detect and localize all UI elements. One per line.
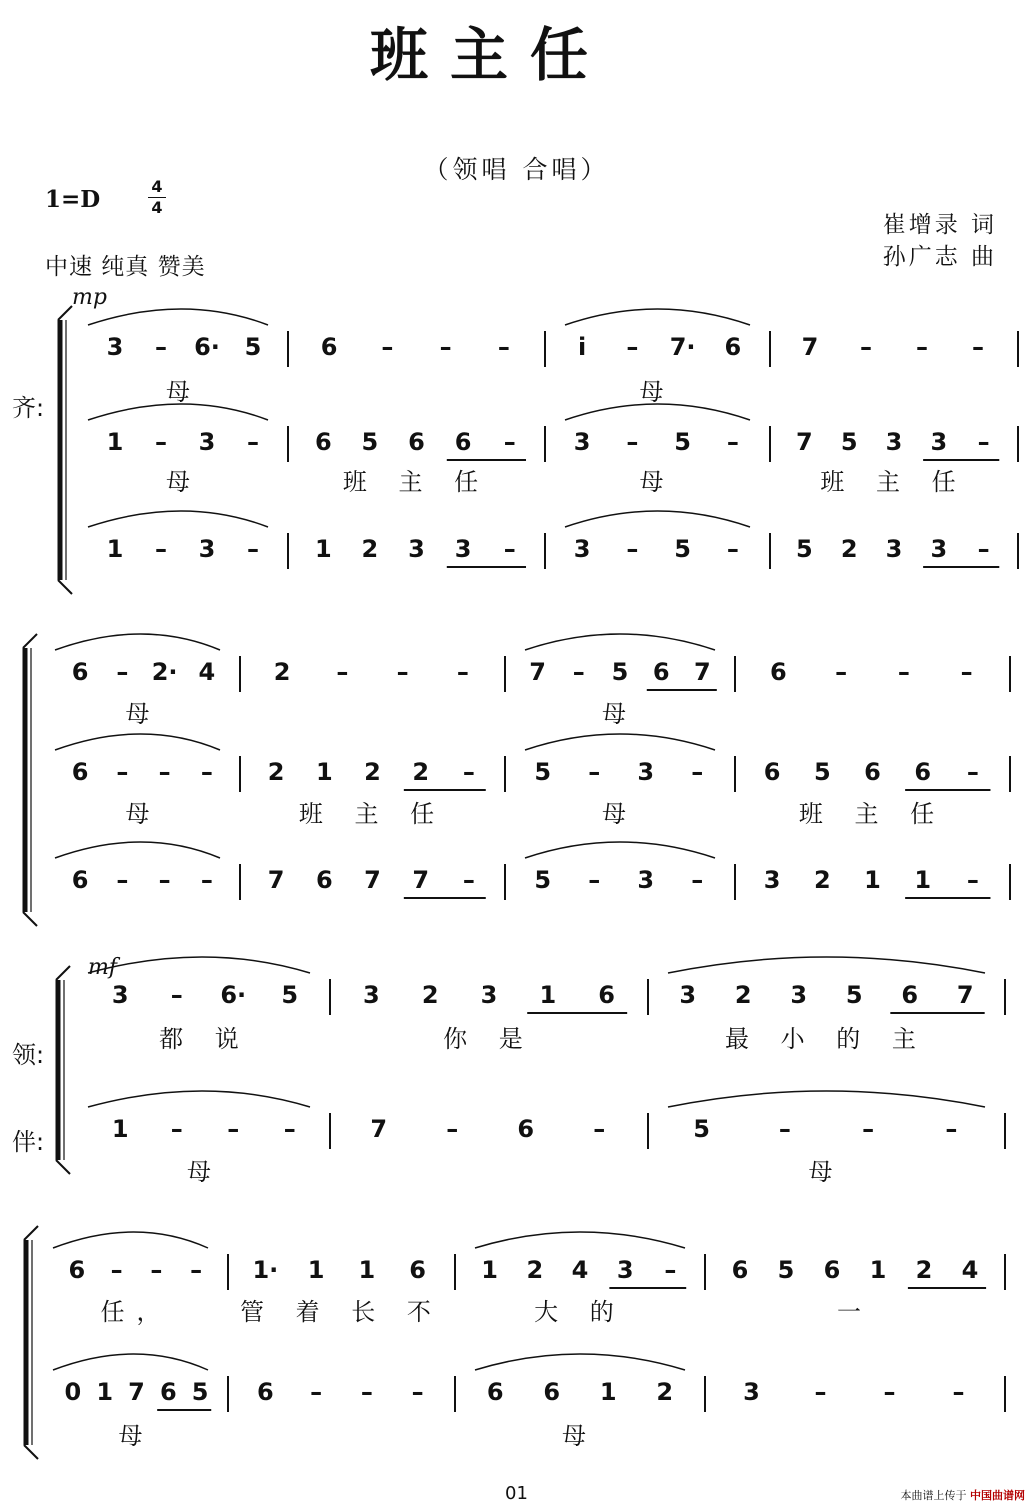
meter-top: 4 [151, 177, 163, 196]
note: 6 [71, 866, 89, 894]
dash-extension: – [691, 758, 704, 786]
note: 5 [777, 1256, 795, 1284]
note: 1 [599, 1378, 617, 1406]
note: 3 [679, 981, 697, 1009]
note: 1 [864, 866, 881, 894]
dash-extension: – [200, 758, 213, 786]
note: 7 [529, 658, 546, 686]
dash-extension: – [664, 1256, 677, 1284]
note: 1 [481, 1256, 498, 1284]
note: 3 [616, 1256, 634, 1284]
note: 2 [273, 658, 291, 686]
note: 6 [914, 758, 932, 786]
part-label-unison: 齐: [12, 394, 45, 422]
bracket-hook-bottom [58, 580, 72, 594]
dash-extension: – [588, 758, 601, 786]
dash-extension: – [462, 758, 475, 786]
note: 3 [480, 981, 498, 1009]
note: 7 [412, 866, 430, 894]
note: 7 [128, 1378, 145, 1406]
slur [565, 309, 750, 325]
dash-extension: – [155, 535, 167, 563]
note: 5 [191, 1378, 209, 1406]
note: 2 [361, 535, 379, 563]
note: 3 [106, 333, 124, 361]
note: 6 [770, 658, 787, 686]
lyric-syllables: 母 [602, 700, 638, 728]
note: 0 [64, 1378, 82, 1406]
note: 6 [320, 333, 338, 361]
slur [668, 1091, 985, 1107]
slur [53, 1232, 208, 1248]
note: 1· [252, 1256, 279, 1284]
note: 6 [652, 658, 670, 686]
note: 2 [412, 758, 430, 786]
note: 6 [901, 981, 919, 1009]
slur [55, 734, 220, 750]
slur [55, 634, 220, 650]
lyric-syllables: 母 [602, 800, 638, 828]
slur [525, 634, 715, 650]
note: 2 [526, 1256, 544, 1284]
dash-extension: – [952, 1378, 965, 1406]
dash-extension: – [860, 333, 872, 361]
dash-extension: – [170, 981, 183, 1009]
note: 3 [637, 866, 655, 894]
dash-extension: – [155, 333, 167, 361]
note: 3 [885, 535, 903, 563]
dash-extension: – [572, 658, 585, 686]
note: i [578, 333, 587, 361]
bracket-hook-top [56, 966, 70, 980]
dash-extension: – [381, 333, 394, 361]
dash-extension: – [283, 1115, 296, 1143]
dash-extension: – [883, 1378, 896, 1406]
note: 1 [539, 981, 557, 1009]
note: 2 [840, 535, 858, 563]
note: 5 [534, 866, 552, 894]
bracket-hook-bottom [56, 1160, 70, 1174]
dash-extension: – [503, 535, 516, 563]
dash-extension: – [247, 535, 259, 563]
note: 7 [796, 428, 813, 456]
slur [565, 404, 750, 420]
note: 4 [571, 1256, 589, 1284]
slur [475, 1354, 685, 1370]
note: 6· [194, 333, 220, 361]
note: 6 [724, 333, 742, 361]
dash-extension: – [835, 658, 848, 686]
dash-extension: – [726, 535, 739, 563]
dash-extension: – [360, 1378, 373, 1406]
note: 3 [763, 866, 781, 894]
note: 3 [790, 981, 808, 1009]
note: 7· [669, 333, 696, 361]
note: 3 [111, 981, 129, 1009]
slur [88, 957, 310, 973]
note: 1 [869, 1256, 887, 1284]
dash-extension: – [503, 428, 516, 456]
note: 4 [198, 658, 216, 686]
note: 5 [244, 333, 262, 361]
footer-site-name: 中国曲谱网 [970, 1489, 1025, 1502]
dash-extension: – [960, 658, 973, 686]
lyric-syllables: 班 主 任 [798, 800, 947, 828]
note: 2 [421, 981, 439, 1009]
note: 6 [315, 866, 333, 894]
note: 6 [71, 658, 89, 686]
note: 4 [961, 1256, 979, 1284]
note: 6 [731, 1256, 749, 1284]
dash-extension: – [456, 658, 469, 686]
dash-extension: – [778, 1115, 791, 1143]
lyric-syllables: 班 主 任 [298, 800, 447, 828]
note: 7 [267, 866, 285, 894]
dash-extension: – [588, 866, 601, 894]
note: 7 [364, 866, 381, 894]
note: 7 [370, 1115, 388, 1143]
lyric-syllables: 母 [808, 1158, 845, 1186]
slur [525, 734, 715, 750]
lyric-syllables: 母 [166, 468, 202, 496]
dash-extension: – [691, 866, 704, 894]
note: 6 [486, 1378, 504, 1406]
lyric-syllables: 大 的 [534, 1298, 626, 1326]
dash-extension: – [411, 1378, 424, 1406]
lyric-syllables: 母 [562, 1422, 598, 1450]
dash-extension: – [170, 1115, 183, 1143]
note: 3 [637, 758, 655, 786]
lyric-syllables: 最 小 的 主 [725, 1025, 928, 1053]
lyric-syllables: 都 说 [159, 1025, 251, 1053]
lyric-syllables: 母 [166, 378, 202, 406]
note: 3 [363, 981, 380, 1009]
note: 2· [151, 658, 178, 686]
note: 6 [409, 1256, 426, 1284]
dash-extension: – [227, 1115, 240, 1143]
dash-extension: – [593, 1115, 606, 1143]
note: 3 [198, 535, 216, 563]
dash-extension: – [916, 333, 928, 361]
composer-credit: 孙广志 曲 [882, 244, 997, 270]
lyric-syllables: 班 主 任 [342, 468, 491, 496]
note: 5 [693, 1115, 710, 1143]
bracket-hook-top [58, 306, 72, 320]
lyric-syllables: 母 [125, 700, 162, 728]
note: 6 [314, 428, 332, 456]
slur [525, 842, 715, 858]
song-title: 班主任 [369, 21, 610, 89]
lyric-syllables: 母 [639, 468, 676, 496]
note: 3 [743, 1378, 760, 1406]
bracket-hook-top [24, 1226, 38, 1240]
note: 3 [573, 428, 591, 456]
lyric-syllables: 你 是 [443, 1025, 535, 1053]
note: 3 [198, 428, 216, 456]
dash-extension: – [310, 1378, 323, 1406]
dash-extension: – [150, 1256, 163, 1284]
lyric-syllables: 班 主 任 [820, 468, 968, 496]
dash-extension: – [439, 333, 452, 361]
slur [88, 1091, 310, 1107]
dash-extension: – [116, 866, 129, 894]
tempo-marking: 中速 纯真 赞美 [45, 254, 206, 280]
dash-extension: – [116, 658, 129, 686]
key-signature: 1=D [45, 186, 101, 213]
note: 5 [674, 535, 691, 563]
dash-extension: – [945, 1115, 958, 1143]
slur [565, 511, 750, 527]
note: 1 [307, 1256, 325, 1284]
lyric-syllables: 任， [100, 1298, 173, 1326]
note: 3 [454, 535, 472, 563]
dash-extension: – [336, 658, 349, 686]
note: 5 [281, 981, 299, 1009]
dash-extension: – [972, 333, 984, 361]
slur [668, 957, 985, 973]
slur [88, 404, 268, 420]
lyric-syllables: 管 着 长 不 [240, 1298, 443, 1326]
dash-extension: – [497, 333, 510, 361]
note: 2 [267, 758, 285, 786]
slur [88, 511, 268, 527]
note: 6 [517, 1115, 535, 1143]
note: 1 [358, 1256, 376, 1284]
note: 3 [573, 535, 591, 563]
note: 2 [364, 758, 381, 786]
dash-extension: – [116, 758, 129, 786]
part-label-accompany: 伴: [12, 1128, 45, 1156]
note: 2 [734, 981, 752, 1009]
dash-extension: – [966, 866, 979, 894]
note: 6 [763, 758, 781, 786]
footer-upload-text: 本曲谱上传于 [900, 1489, 967, 1502]
note: 2 [813, 866, 831, 894]
lyric-syllables: 母 [639, 378, 676, 406]
note: 5 [534, 758, 552, 786]
bracket-hook-bottom [24, 1445, 38, 1459]
note: 5 [361, 428, 379, 456]
note: 3 [930, 428, 948, 456]
dash-extension: – [966, 758, 979, 786]
note: 6 [408, 428, 425, 456]
note: 2 [656, 1378, 674, 1406]
dash-extension: – [396, 658, 409, 686]
dash-extension: – [726, 428, 739, 456]
footer-watermark [901, 1487, 1026, 1503]
note: 5 [845, 981, 863, 1009]
part-label-lead: 领: [12, 1041, 45, 1069]
bracket-hook-top [23, 634, 37, 648]
dash-extension: – [462, 866, 475, 894]
note: 5 [674, 428, 691, 456]
slur [55, 842, 220, 858]
dash-extension: – [626, 535, 639, 563]
note: 6 [68, 1256, 86, 1284]
bracket-hook-bottom [23, 912, 37, 926]
dash-extension: – [977, 535, 990, 563]
dash-extension: – [977, 428, 990, 456]
note: 2 [915, 1256, 933, 1284]
note: 1 [111, 1115, 129, 1143]
lyric-syllables: 母 [187, 1158, 223, 1186]
dash-extension: – [110, 1256, 123, 1284]
slur [53, 1354, 208, 1370]
lyric-syllables: 母 [118, 1422, 155, 1450]
dash-extension: – [158, 758, 171, 786]
dash-extension: – [626, 333, 639, 361]
dash-extension: – [862, 1115, 875, 1143]
note: 1 [106, 428, 124, 456]
dynamic-mf: mf [88, 955, 118, 980]
dash-extension: – [247, 428, 259, 456]
note: 6 [257, 1378, 274, 1406]
dash-extension: – [814, 1378, 827, 1406]
dash-extension: – [626, 428, 639, 456]
note: 5 [796, 535, 813, 563]
dash-extension: – [155, 428, 167, 456]
note: 6 [71, 758, 89, 786]
note: 1 [914, 866, 932, 894]
note: 7 [956, 981, 974, 1009]
dash-extension: – [897, 658, 910, 686]
note: 6· [220, 981, 247, 1009]
note: 6 [159, 1378, 177, 1406]
lyricist-credit: 崔增录 词 [882, 212, 997, 238]
note: 6 [823, 1256, 841, 1284]
dash-extension: – [190, 1256, 203, 1284]
note: 7 [694, 658, 711, 686]
meter-bottom: 4 [151, 198, 163, 217]
note: 5 [840, 428, 858, 456]
note: 5 [611, 658, 629, 686]
note: 3 [408, 535, 425, 563]
slur [475, 1232, 685, 1248]
note: 3 [885, 428, 903, 456]
note: 6 [543, 1378, 561, 1406]
note: 1 [314, 535, 332, 563]
dash-extension: – [446, 1115, 459, 1143]
note: 6 [864, 758, 881, 786]
dynamic-mp: mp [72, 285, 107, 310]
note: 1 [96, 1378, 114, 1406]
lyric-syllables: 母 [125, 800, 162, 828]
note: 1 [106, 535, 124, 563]
note: 7 [801, 333, 819, 361]
dash-extension: – [200, 866, 213, 894]
note: 1 [315, 758, 333, 786]
lyric-syllables: 一 [837, 1298, 873, 1326]
page-number: 01 [505, 1483, 528, 1504]
slur [88, 309, 268, 325]
note: 3 [930, 535, 948, 563]
performance-type: （领唱 合唱） [423, 155, 610, 184]
note: 6 [454, 428, 472, 456]
note: 5 [813, 758, 831, 786]
note: 6 [598, 981, 615, 1009]
dash-extension: – [158, 866, 171, 894]
